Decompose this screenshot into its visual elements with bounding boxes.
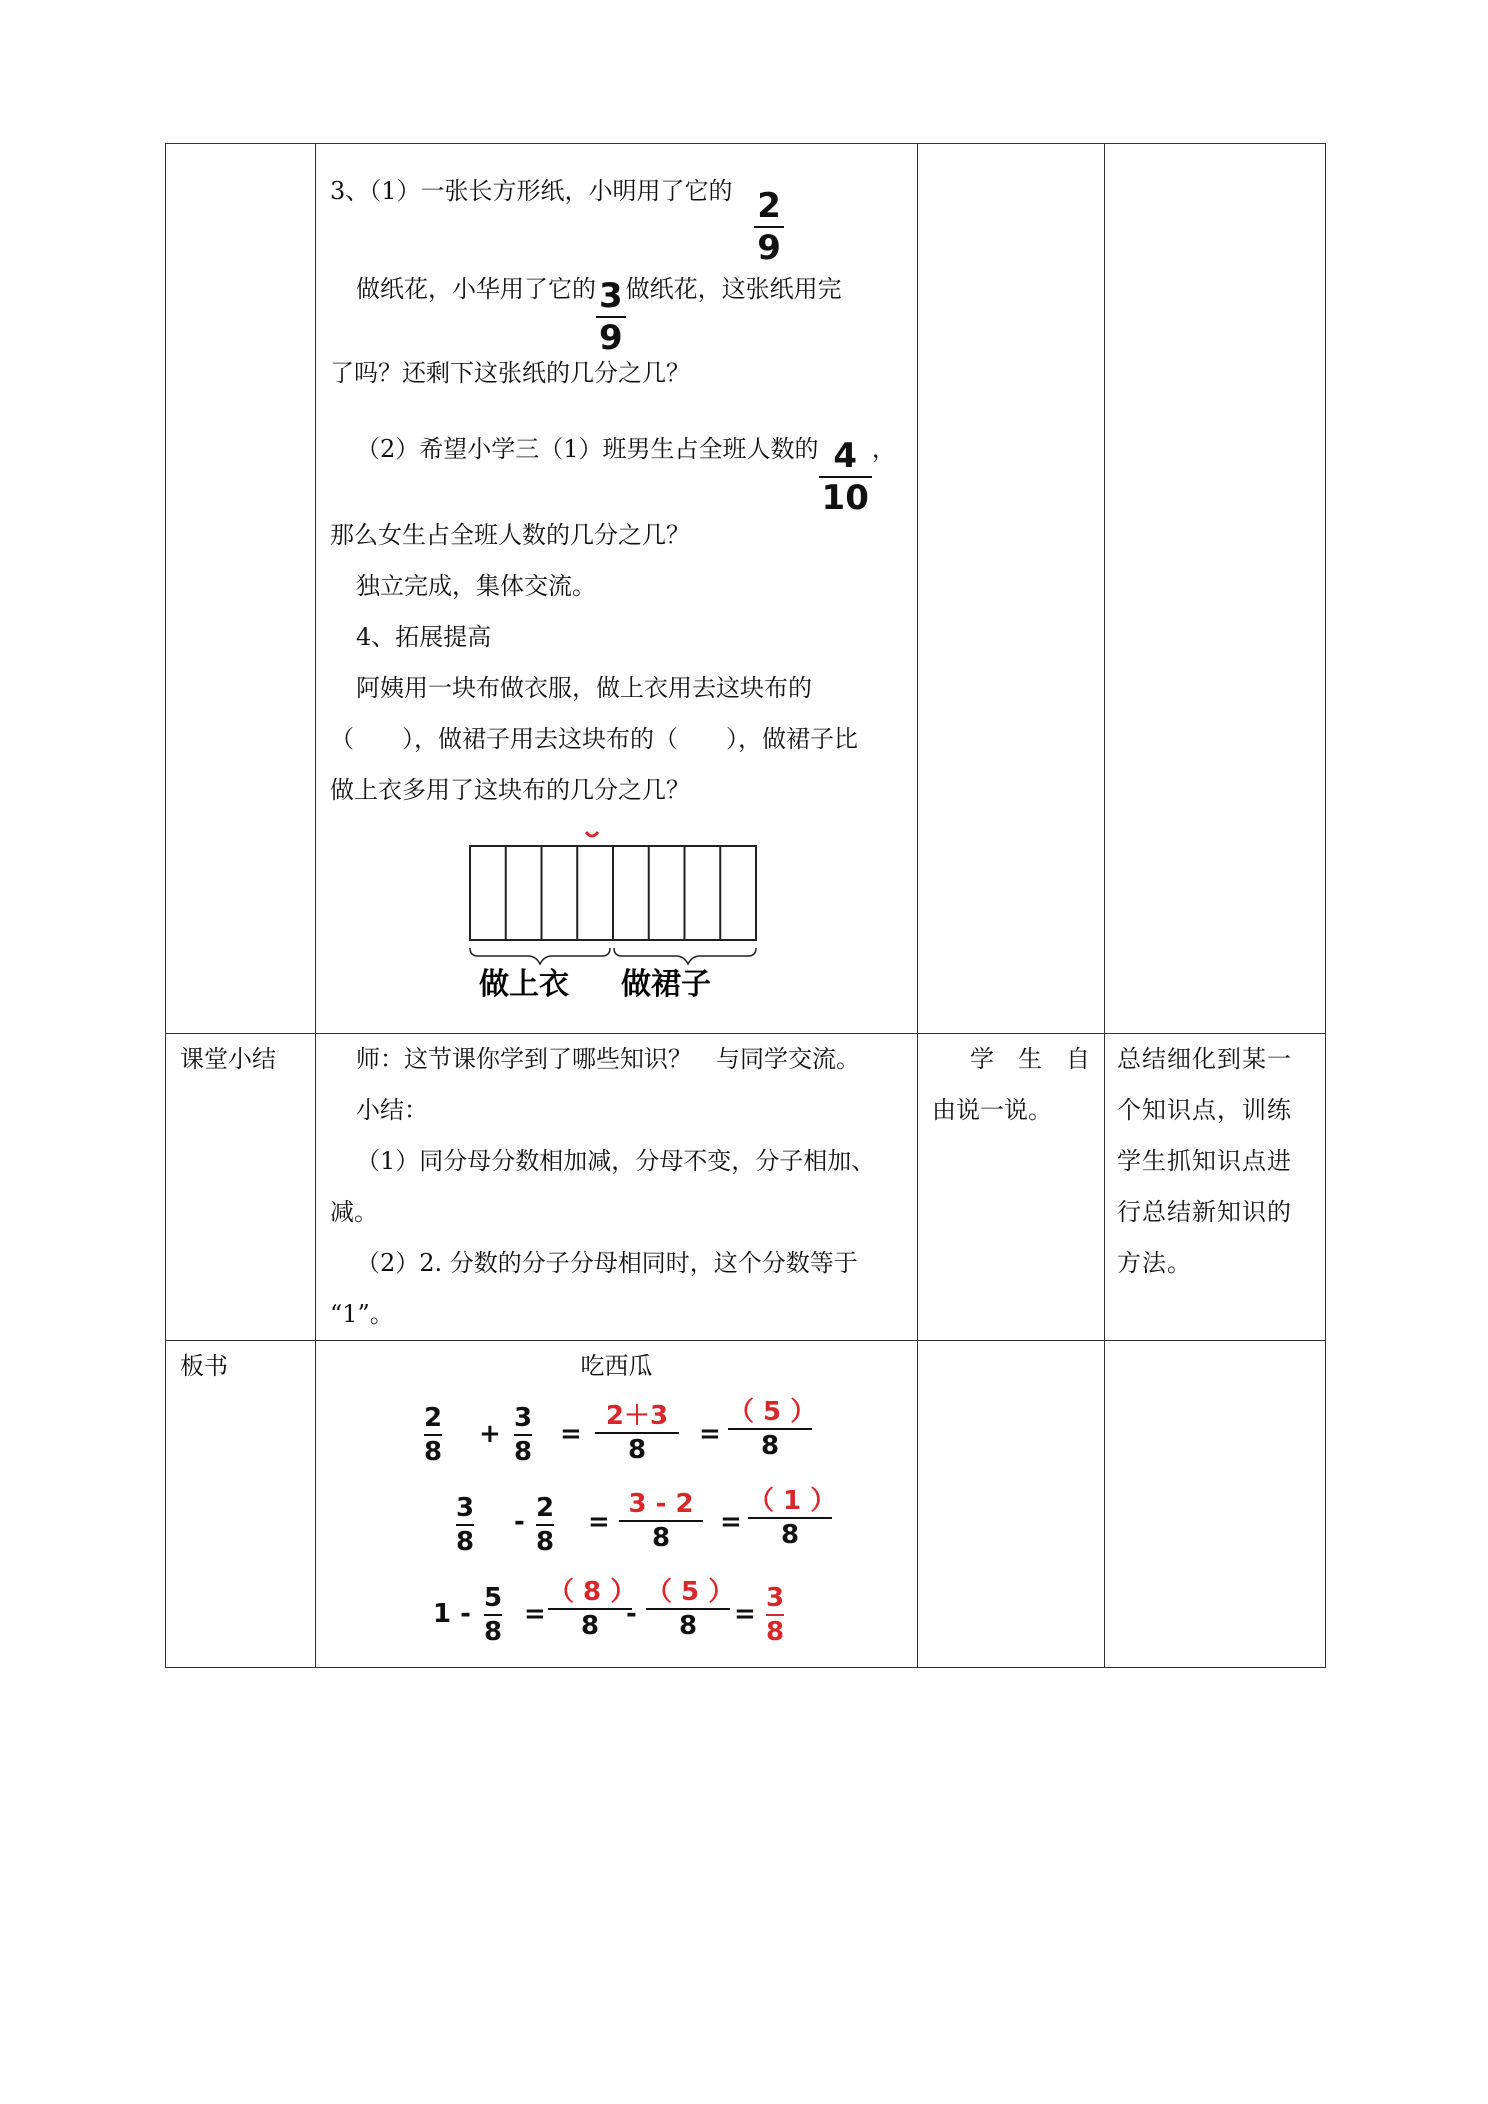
summary-item1-a: （1）同分母分数相加减，分母不变，分子相加、 <box>356 1147 876 1175</box>
intent-line: 个知识点，训练 <box>1117 1096 1292 1124</box>
q4-line1: 阿姨用一块布做衣服，做上衣用去这块布的 <box>356 674 812 702</box>
eq2-frac-b: 2 8 <box>536 1493 555 1557</box>
summary-item1-b: 减。 <box>330 1198 378 1226</box>
eq2-equals: = <box>588 1507 610 1537</box>
row-label-empty <box>166 144 316 1034</box>
q3-2-line2: 那么女生占全班人数的几分之几？ <box>330 521 690 549</box>
summary-content <box>316 1034 918 1341</box>
eq3-equals: = <box>524 1599 546 1629</box>
student-activity <box>918 1034 1105 1341</box>
board-empty-4 <box>1105 1341 1326 1668</box>
summary-row <box>166 1034 1326 1341</box>
q4-title: 4、拓展提高 <box>356 623 492 651</box>
eq3-frac-b: （ 8 ） 8 <box>548 1577 637 1641</box>
board-title: 吃西瓜 <box>580 1352 653 1380</box>
summary-item2-a: （2）2. 分数的分子分母相同时，这个分数等于 <box>356 1249 858 1277</box>
student-line-b: 由说一说。 <box>932 1096 1052 1124</box>
fraction-2-9: $\frac{2}{9}$ <box>754 189 784 265</box>
eq2-frac-a: 3 8 <box>456 1493 475 1557</box>
board-content <box>316 1341 918 1668</box>
eq1-op: + <box>479 1419 501 1449</box>
q3-1-line3: 了吗？还剩下这张纸的几分之几？ <box>330 359 690 387</box>
eq3-one-minus: 1 - <box>433 1599 471 1629</box>
summary-title: 小结： <box>356 1096 428 1124</box>
q3-note: 独立完成，集体交流。 <box>356 572 596 600</box>
intent-line: 方法。 <box>1117 1249 1192 1277</box>
intent-line: 行总结新知识的 <box>1117 1198 1292 1226</box>
intent-line: 总结细化到某一 <box>1117 1045 1292 1073</box>
eq1-frac-d: （ 5 ） 8 <box>728 1397 817 1461</box>
eq1-frac-c: 2＋3 8 <box>595 1403 679 1463</box>
eq1-equals: = <box>560 1419 582 1449</box>
design-intent-empty <box>1105 144 1326 1034</box>
q3-1-line1: 3、（1）一张长方形纸，小明用了它的 $\frac{2}{9}$ <box>330 166 784 265</box>
q3-1-line2: 做纸花，小华用了它的 $\frac{3}{9}$ 做纸花，这张纸用完 <box>356 275 842 358</box>
eq2-frac-d: （ 1 ） 8 <box>748 1486 837 1550</box>
student-line-a: 学 生 自 <box>970 1045 1090 1073</box>
cloth-diagram <box>466 824 796 1024</box>
q4-line2: （ ），做裙子用去这块布的（ ），做裙子比 <box>330 725 858 753</box>
eq1-frac-b: 3 8 <box>514 1403 533 1467</box>
q3-2-line1: （2）希望小学三（1）班男生占全班人数的 $\frac{4}{10}$ ， <box>356 435 896 518</box>
eq2-op: - <box>514 1507 525 1537</box>
eq1-equals-2: = <box>699 1419 721 1449</box>
lesson-table <box>165 143 1326 1668</box>
label-top-garment: 做上衣 <box>479 967 569 1002</box>
board-empty-3 <box>918 1341 1105 1668</box>
exercise-content <box>316 144 918 1034</box>
fraction-4-10: $\frac{4}{10}$ <box>819 439 872 515</box>
eq3-frac-c: （ 5 ） 8 <box>646 1577 735 1641</box>
teacher-line: 师：这节课你学到了哪些知识？ 与同学交流。 <box>356 1045 860 1073</box>
student-activity-empty <box>918 144 1105 1034</box>
eq2-frac-c: 3 - 2 8 <box>619 1491 703 1551</box>
eq3-op: - <box>626 1599 637 1629</box>
row-label-summary: 课堂小结 <box>180 1045 276 1073</box>
summary-item2-b: “1”。 <box>330 1300 394 1328</box>
label-skirt: 做裙子 <box>621 967 711 1002</box>
board-row <box>166 1341 1326 1668</box>
q4-line3: 做上衣多用了这块布的几分之几？ <box>330 776 690 804</box>
row-label-board: 板书 <box>180 1352 228 1380</box>
eq3-equals-2: = <box>734 1599 756 1629</box>
intent-line: 学生抓知识点进 <box>1117 1147 1292 1175</box>
eq3-frac-a: 5 8 <box>484 1583 503 1647</box>
design-intent <box>1105 1034 1326 1341</box>
exercise-row <box>166 144 1326 1034</box>
eq2-equals-2: = <box>720 1507 742 1537</box>
eq1-frac-a: 2 8 <box>424 1403 443 1467</box>
eq3-frac-d: 3 8 <box>766 1583 785 1647</box>
fraction-3-9: $\frac{3}{9}$ <box>596 279 626 355</box>
